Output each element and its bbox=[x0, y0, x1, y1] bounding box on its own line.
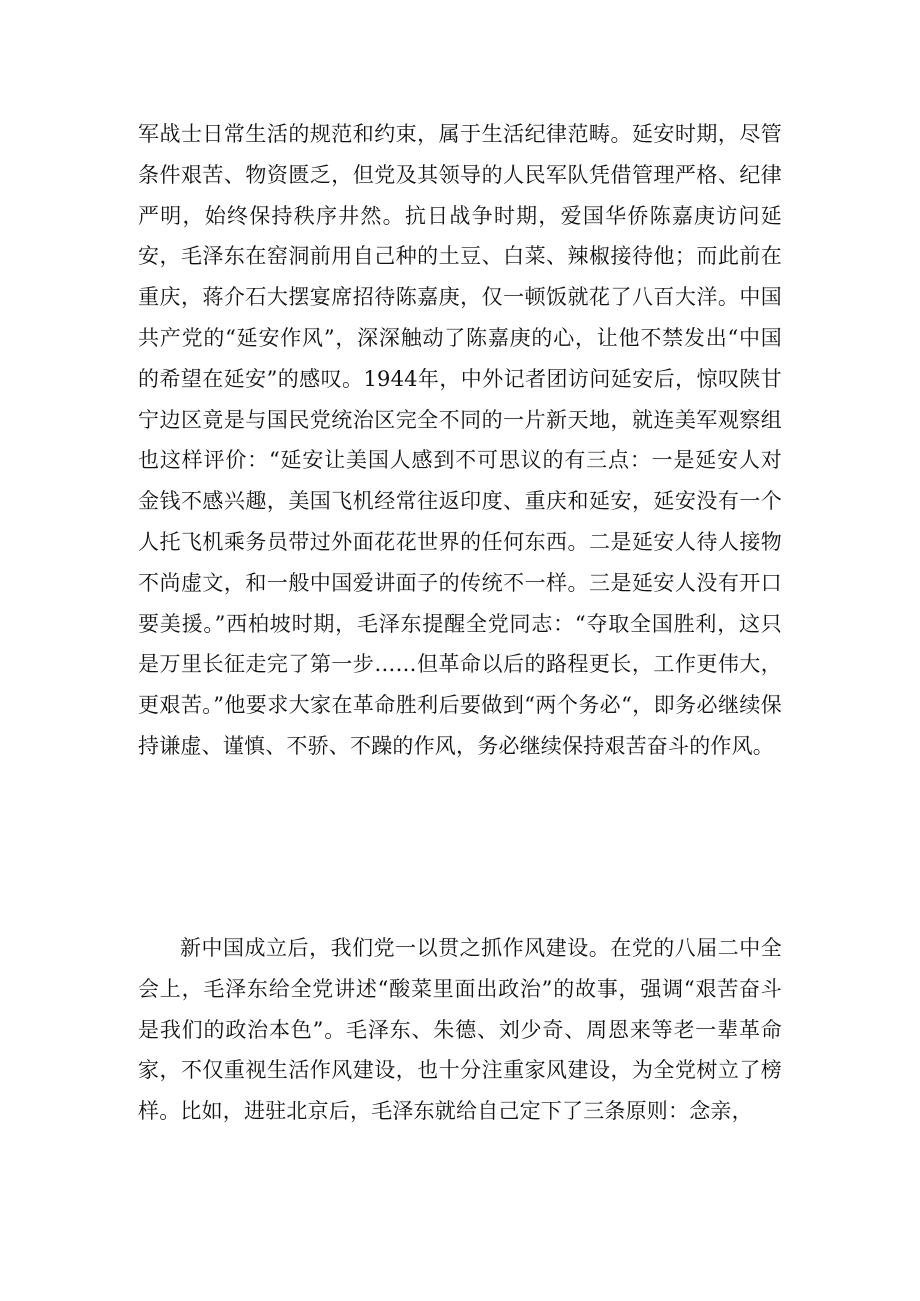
body-paragraph: 新中国成立后，我们党一以贯之抓作风建设。在党的八届二中全会上，毛泽东给全党讲述“酸菜里面出政治”的故事，强调“艰苦奋斗是我们的政治本色”。毛泽东、朱德、刘少奇、周恩来等老一辈革命家，不仅重视生活作风建设，也十分注重家风建设，为全党树立了榜样。比如，进驻北京后，毛泽东就给自己定下了三条原则：念亲， bbox=[138, 936, 782, 1124]
body-paragraph: 军战士日常生活的规范和约束，属于生活纪律范畴。延安时期，尽管条件艰苦、物资匮乏，但党及其领导的人民军队凭借管理严格、纪律严明，始终保持秩序井然。抗日战争时期，爱国华侨陈嘉庚访问延安，毛泽东在窑洞前用自己种的土豆、白菜、辣椒接待他；而此前在重庆，蒋介石大摆宴席招待陈嘉庚，仅一顿饭就花了八百大洋。中国共产党的“延安作风”，深深触动了陈嘉庚的心，让他不禁发出“中国的希望在延安”的感叹。1944年，中外记者团访问延安后，惊叹陕甘宁边区竟是与国民党统治区完全不同的一片新天地，就连美军观察组也这样评价：“延安让美国人感到不可思议的有三点：一是延安人对金钱不感兴趣，美国飞机经常往返印度、重庆和延安，延安没有一个人托飞机乘务员带过外面花花世界的任何东西。二是延安人待人接物不尚虚文，和一般中国爱讲面子的传统不一样。三是延安人没有开口要美援。”西柏坡时期，毛泽东提醒全党同志：“夺取全国胜利，这只是万里长征走完了第一步……但革命以后的路程更长，工作更伟大，更艰苦。”他要求大家在革命胜利后要做到“两个务必“，即务必继续保持谦虚、谨慎、不骄、不躁的作风，务必继续保持艰苦奋斗的作风。 bbox=[138, 122, 782, 758]
